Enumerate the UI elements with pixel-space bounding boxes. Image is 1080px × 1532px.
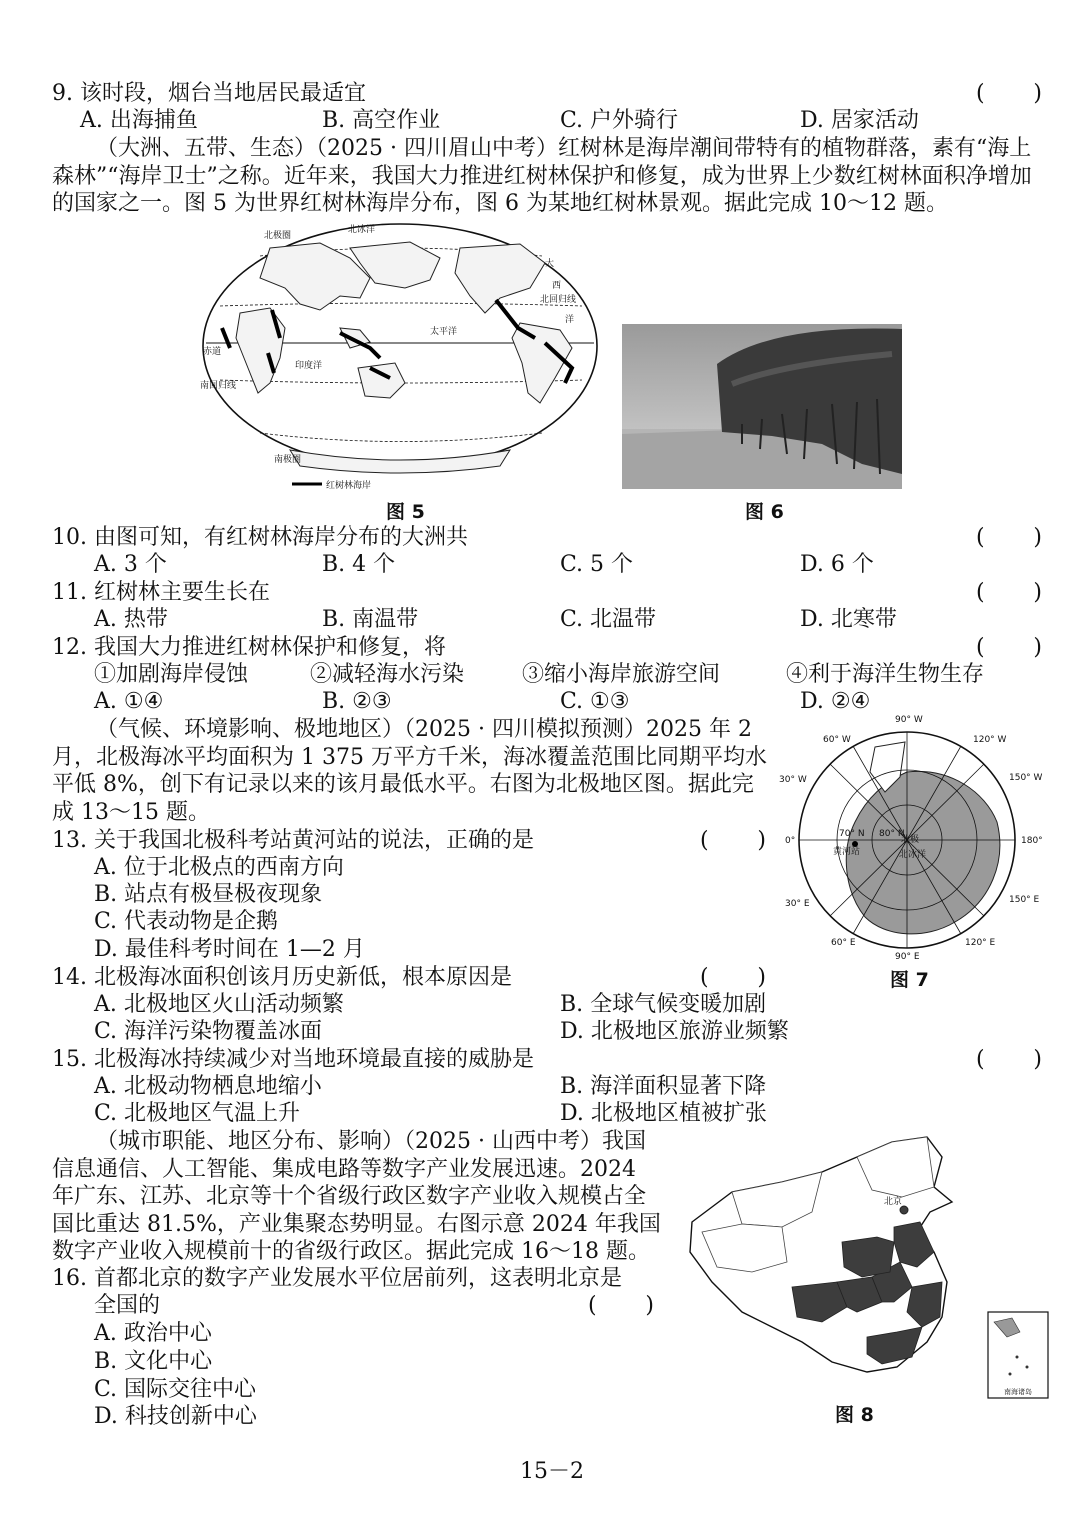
- label-indian-ocean: 印度洋: [295, 361, 323, 371]
- q10-answer-bracket[interactable]: ( ): [976, 525, 1042, 550]
- label-inset: 南海诸岛: [1004, 1388, 1032, 1396]
- figure-6-mangrove-photo: [622, 324, 902, 489]
- label-70n: 70° N: [839, 829, 865, 839]
- q11-option-c[interactable]: C. 北温带: [560, 607, 657, 632]
- intro-13-15: （气候、环境影响、极地地区）（2025 · 四川模拟预测）2025 年 2 月，北极海冰平均面积为 1 375 万平方千米，海冰覆盖范围比同期平均水平低 8%，创下有记录以来的该月最低水平。右图为北极地区图。据此完成 13～15 题。: [52, 717, 767, 825]
- q12-option-c[interactable]: C. ①③: [560, 689, 630, 714]
- q12-statement-2: ②减轻海水污染: [310, 662, 465, 687]
- q14-option-d[interactable]: D. 北极地区旅游业频繁: [560, 1019, 789, 1044]
- label-north-pole-circle: 北极圈: [264, 231, 292, 241]
- page-number: 15－2: [520, 1459, 584, 1484]
- q16-option-a[interactable]: A. 政治中心: [94, 1321, 212, 1346]
- q16-option-c[interactable]: C. 国际交往中心: [94, 1377, 257, 1402]
- label-180: 180°: [1021, 836, 1043, 846]
- figure-7-caption: 图 7: [890, 969, 929, 991]
- figure-5-world-map: [200, 218, 610, 518]
- q9-option-b[interactable]: B. 高空作业: [322, 108, 441, 133]
- q9-option-c[interactable]: C. 户外骑行: [560, 108, 679, 133]
- figure-6-caption: 图 6: [745, 501, 784, 523]
- q15-option-b[interactable]: B. 海洋面积显著下降: [560, 1074, 767, 1099]
- intro-16-18: （城市职能、地区分布、影响）（2025 · 山西中考）我国信息通信、人工智能、集成电路等数字产业发展迅速。2024 年广东、江苏、北京等十个省级行政区数字产业收入规模占全国比重达 81.5%，产业集聚态势明显。右图示意 2024 年我国数字产业收入规模前十的省级行政区。据此完成 16～18 题。: [52, 1129, 661, 1264]
- label-150w: 150° W: [1009, 773, 1043, 783]
- q13-option-c[interactable]: C. 代表动物是企鹅: [94, 909, 279, 934]
- q14-option-a[interactable]: A. 北极地区火山活动频繁: [94, 992, 344, 1017]
- label-tropic-capricorn: 南回归线: [200, 381, 237, 391]
- q10-option-b[interactable]: B. 4 个: [322, 552, 396, 577]
- q10-option-c[interactable]: C. 5 个: [560, 552, 634, 577]
- q12-stem: 12. 我国大力推进红树林保护和修复，将: [52, 635, 446, 660]
- q12-statement-1: ①加剧海岸侵蚀: [94, 662, 249, 687]
- q11-stem: 11. 红树林主要生长在: [52, 580, 270, 605]
- label-30e: 30° E: [785, 899, 810, 909]
- q13-stem: 13. 关于我国北极科考站黄河站的说法，正确的是: [52, 828, 534, 853]
- label-north-pole: 北极: [901, 835, 920, 845]
- label-tropic-cancer: 北回归线: [540, 295, 577, 305]
- q14-option-c[interactable]: C. 海洋污染物覆盖冰面: [94, 1019, 323, 1044]
- label-pacific-ocean: 太平洋: [430, 327, 458, 337]
- q12-option-d[interactable]: D. ②④: [800, 689, 871, 714]
- q15-answer-bracket[interactable]: ( ): [976, 1047, 1042, 1072]
- label-30w: 30° W: [779, 775, 807, 785]
- q13-option-a[interactable]: A. 位于北极点的西南方向: [94, 855, 344, 880]
- q9-answer-bracket[interactable]: ( ): [976, 81, 1042, 106]
- q15-option-a[interactable]: A. 北极动物栖息地缩小: [94, 1074, 322, 1099]
- label-90e: 90° E: [895, 952, 920, 962]
- q15-option-c[interactable]: C. 北极地区气温上升: [94, 1101, 301, 1126]
- label-150e: 150° E: [1009, 895, 1040, 905]
- label-atlantic-2: 西: [552, 281, 562, 291]
- label-arctic-ocean-fig7: 北冰洋: [899, 850, 927, 860]
- label-60w: 60° W: [823, 735, 851, 745]
- figure-7-arctic-map: [775, 712, 1055, 970]
- q11-option-b[interactable]: B. 南温带: [322, 607, 419, 632]
- label-atlantic-3: 洋: [565, 315, 575, 325]
- q9-option-a[interactable]: A. 出海捕鱼: [80, 108, 198, 133]
- label-120e: 120° E: [965, 938, 996, 948]
- beijing-marker: [900, 1206, 908, 1214]
- q16-option-d[interactable]: D. 科技创新中心: [94, 1404, 257, 1429]
- figure-8-caption: 图 8: [835, 1404, 874, 1426]
- q15-stem: 15. 北极海冰持续减少对当地环境最直接的威胁是: [52, 1047, 534, 1072]
- label-arctic-ocean: 北冰洋: [348, 225, 376, 235]
- q12-option-b[interactable]: B. ②③: [322, 689, 392, 714]
- q9-option-d[interactable]: D. 居家活动: [800, 108, 919, 133]
- label-beijing: 北京: [884, 1197, 903, 1207]
- label-120w: 120° W: [973, 735, 1007, 745]
- q16-stem-line-1: 16. 首都北京的数字产业发展水平位居前列，这表明北京是: [52, 1266, 622, 1291]
- q12-statement-4: ④利于海洋生物生存: [786, 662, 985, 687]
- q16-stem-line-2: 全国的: [94, 1293, 161, 1318]
- label-equator: 赤道: [203, 347, 222, 357]
- intro-10-12: （大洲、五带、生态）（2025 · 四川眉山中考）红树林是海岸潮间带特有的植物群落，素有“海上森林”“海岸卫士”之称。近年来，我国大力推进红树林保护和修复，成为世界上少数红树林面积净增加的国家之一。图 5 为世界红树林海岸分布，图 6 为某地红树林景观。据此完成 10～12 题。: [52, 136, 1032, 216]
- label-antarctic-circle: 南极圈: [274, 455, 302, 465]
- q16-answer-bracket[interactable]: ( ): [588, 1293, 654, 1318]
- q14-answer-bracket[interactable]: ( ): [700, 965, 766, 990]
- figure-8-china-map: [672, 1132, 1052, 1422]
- label-60e: 60° E: [831, 938, 856, 948]
- q16-option-b[interactable]: B. 文化中心: [94, 1349, 213, 1374]
- q11-option-d[interactable]: D. 北寒带: [800, 607, 897, 632]
- q14-stem: 14. 北极海冰面积创该月历史新低，根本原因是: [52, 965, 512, 990]
- q13-answer-bracket[interactable]: ( ): [700, 828, 766, 853]
- q13-option-b[interactable]: B. 站点有极昼极夜现象: [94, 882, 323, 907]
- q10-stem: 10. 由图可知，有红树林海岸分布的大洲共: [52, 525, 468, 550]
- q12-answer-bracket[interactable]: ( ): [976, 635, 1042, 660]
- label-huanghe-station: 黄河站: [833, 847, 861, 857]
- q9-stem: 9. 该时段，烟台当地居民最适宜: [52, 81, 366, 106]
- label-atlantic-1: 大: [545, 259, 555, 269]
- legend-mangrove-label: 红树林海岸: [326, 481, 372, 491]
- label-80n: 80° N: [879, 829, 905, 839]
- q15-option-d[interactable]: D. 北极地区植被扩张: [560, 1101, 767, 1126]
- q10-option-d[interactable]: D. 6 个: [800, 552, 874, 577]
- q12-statement-3: ③缩小海岸旅游空间: [522, 662, 721, 687]
- label-0: 0°: [785, 836, 796, 846]
- q13-option-d[interactable]: D. 最佳科考时间在 1—2 月: [94, 937, 365, 962]
- q11-option-a[interactable]: A. 热带: [94, 607, 168, 632]
- q11-answer-bracket[interactable]: ( ): [976, 580, 1042, 605]
- q10-option-a[interactable]: A. 3 个: [94, 552, 167, 577]
- q14-option-b[interactable]: B. 全球气候变暖加剧: [560, 992, 767, 1017]
- figure-5-caption: 图 5: [386, 501, 425, 523]
- q12-option-a[interactable]: A. ①④: [94, 689, 164, 714]
- label-90w: 90° W: [895, 715, 923, 725]
